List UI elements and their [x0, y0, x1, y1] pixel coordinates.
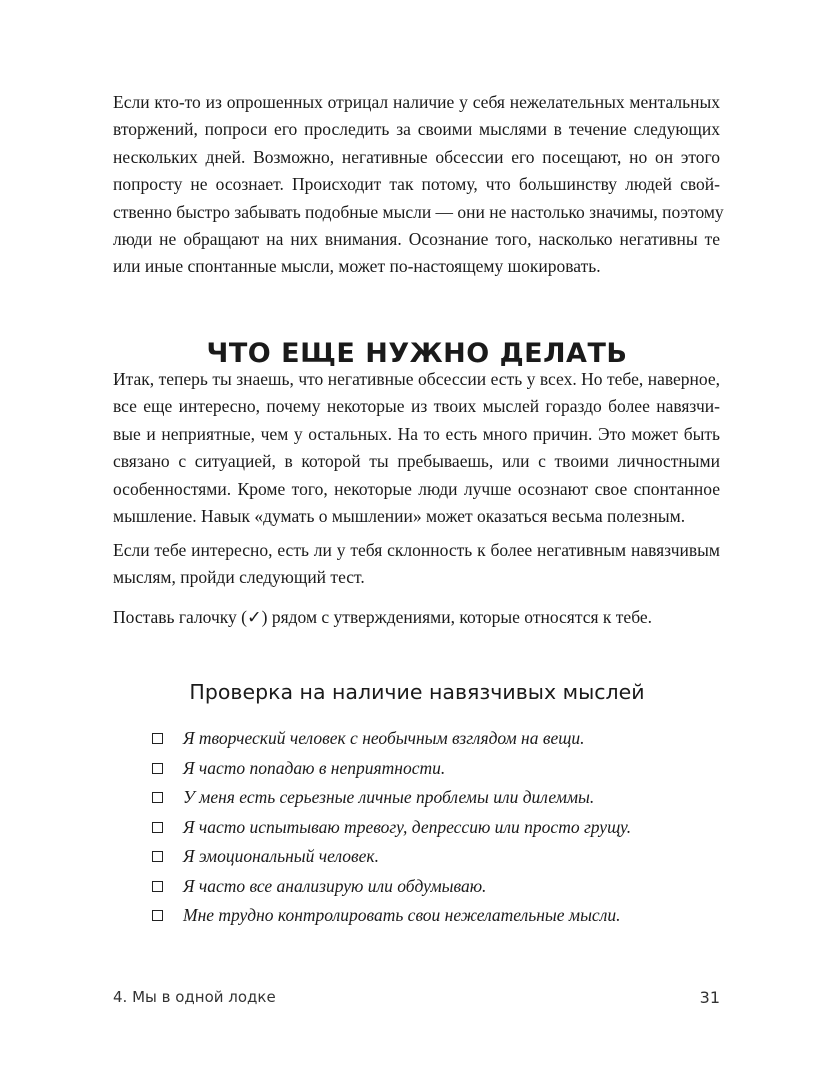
checklist — [150, 724, 631, 931]
text-line: Если тебе интересно, есть ли у тебя склонность к более негативным навязчивым — [113, 540, 720, 560]
text-line: вторжений, попроси его проследить за своими мыслями в течение следующих — [113, 119, 720, 140]
paragraph-2 — [113, 366, 720, 530]
checkbox[interactable] — [152, 822, 163, 833]
checkbox[interactable] — [152, 763, 163, 774]
checklist-item-text: Я часто попадаю в неприятности. — [183, 757, 446, 778]
text-line: мышление. Навык «думать о мышлении» может оказаться весьма полезным. — [113, 505, 686, 526]
checkbox[interactable] — [152, 792, 163, 803]
paragraph-1 — [113, 89, 724, 281]
text-line: связано с ситуацией, в которой ты пребываешь, или с твоими личностными — [113, 451, 720, 472]
text-line: вые и неприятные, чем у остальных. На то есть много причин. Это может быть — [113, 423, 720, 444]
checklist-item — [150, 901, 631, 931]
text-line: попросту не осознает. Происходит так потому, что большинству людей свой- — [113, 174, 720, 195]
text-line: или иные спонтанные мысли, может по-настоящему шокировать. — [113, 256, 601, 277]
checklist-item-text: Я часто все анализирую или обдумываю. — [183, 875, 487, 896]
checkbox[interactable] — [152, 733, 163, 744]
text-line: особенностями. Кроме того, некоторые люди лучше осознают свое спонтанное — [113, 478, 720, 499]
text-line: все еще интересно, почему некоторые из твоих мыслей гораздо более навязчи- — [113, 396, 720, 417]
checklist-item — [150, 872, 631, 902]
text-line: Если кто-то из опрошенных отрицал наличие у себя нежелательных ментальных — [113, 92, 720, 112]
paragraph-4 — [113, 604, 720, 631]
page-number: 31 — [699, 988, 720, 1007]
checklist-item — [150, 783, 631, 813]
checklist-item — [150, 842, 631, 872]
checklist-title: Проверка на наличие навязчивых мыслей — [189, 680, 645, 704]
paragraph-3 — [113, 537, 720, 592]
checklist-item — [150, 813, 631, 843]
checklist-item — [150, 754, 631, 784]
footer-chapter: 4. Мы в одной лодке — [113, 988, 276, 1006]
text-line: Поставь галочку (✓) рядом с утверждениями, которые относятся к тебе. — [113, 607, 653, 627]
text-line: мыслям, пройди следующий тест. — [113, 567, 365, 588]
checklist-item-text: Мне трудно контролировать свои нежелательные мысли. — [183, 905, 621, 925]
checkbox[interactable] — [152, 910, 163, 921]
checklist-item-text: Я творческий человек с необычным взглядом на вещи. — [183, 728, 585, 748]
checklist-item — [150, 724, 631, 754]
text-line: нескольких дней. Возможно, негативные обсессии его посещают, но он этого — [113, 146, 720, 167]
checklist-item-text: Я эмоциональный человек. — [183, 846, 379, 866]
checkbox[interactable] — [152, 881, 163, 892]
section-heading: ЧТО ЕЩЕ НУЖНО ДЕЛАТЬ — [206, 338, 628, 369]
text-line: Итак, теперь ты знаешь, что негативные обсессии есть у всех. Но тебе, наверное, — [113, 369, 720, 389]
checklist-item-text: Я часто испытываю тревогу, депрессию или просто грущу. — [183, 816, 632, 837]
checklist-item-text: У меня есть серьезные личные проблемы или дилеммы. — [183, 787, 595, 807]
checkbox[interactable] — [152, 851, 163, 862]
text-line: люди не обращают на них внимания. Осознание того, насколько негативны те — [113, 228, 720, 249]
text-line: ственно быстро забывать подобные мысли — они не настолько значимы, поэтому — [113, 201, 724, 222]
